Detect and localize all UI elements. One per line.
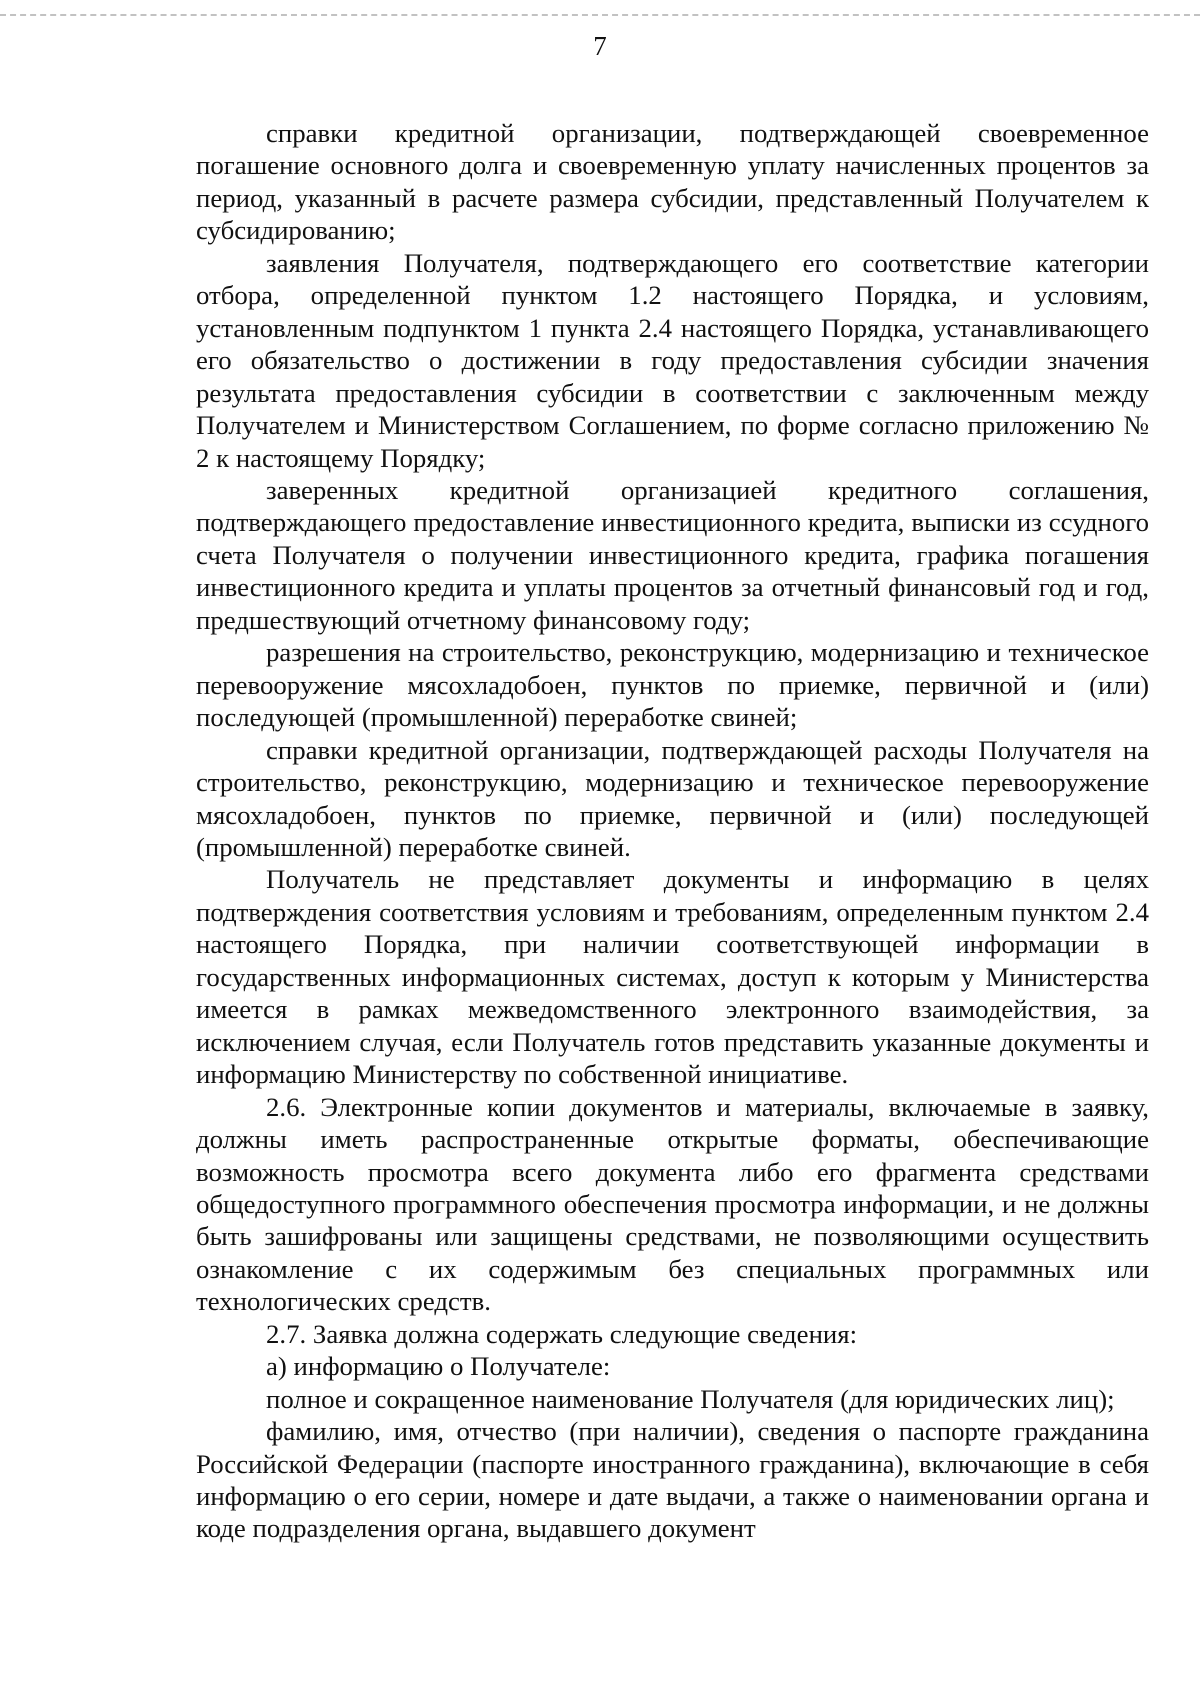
page-number: 7 xyxy=(593,31,607,61)
paragraph-9: а) информацию о Получателе: xyxy=(266,1351,611,1382)
paragraph-1: справки кредитной организации, подтверждающей своевременное погашение основного долга и своевременную уплату начисленных процентов за период, указанный в расчете размера субсидии, представленный Получателем к субсидированию; xyxy=(196,118,1149,246)
paragraph-8: 2.7. Заявка должна содержать следующие сведения: xyxy=(266,1318,858,1349)
paragraph-6: Получатель не представляет документы и информацию в целях подтверждения соответствия условиям и требованиям, определенным пунктом 2.4 настоящего Порядка, при наличии соответствующей информации в государственных информационных системах, доступ к которым у Министерства имеется в рамках межведомственного электронного взаимодействия, за исключением случая, если Получатель готов представить указанные документы и информацию Министерству по собственной инициативе. xyxy=(196,864,1149,1090)
paragraph-3: заверенных кредитной организацией кредитного соглашения, подтверждающего предоставление инвестиционного кредита, выписки из ссудного счета Получателя о получении инвестиционного кредита, графика погашения инвестиционного кредита и уплаты процентов за отчетный финансовый год и год, предшествующий отчетному финансовому году; xyxy=(196,474,1149,635)
paragraph-4: разрешения на строительство, реконструкцию, модернизацию и техническое перевооружение мясохладобоен, пунктов по приемке, первичной и (или) последующей (промышленной) переработке свиней; xyxy=(196,637,1149,733)
paragraph-10: полное и сокращенное наименование Получателя (для юридических лиц); xyxy=(266,1383,1115,1414)
paragraph-11: фамилию, имя, отчество (при наличии), сведения о паспорте гражданина Российской Федерации (паспорте иностранного гражданина), включающие в себя информацию о его серии, номере и дате выдачи, а также о наименовании органа и коде подразделения органа, выдавшего документ xyxy=(196,1416,1149,1544)
paragraph-7: 2.6. Электронные копии документов и материалы, включаемые в заявку, должны иметь распространенные открытые форматы, обеспечивающие возможность просмотра всего документа либо его фрагмента средствами общедоступного программного обеспечения просмотра информации, и не должны быть зашифрованы или защищены средствами, не позволяющими осуществить ознакомление с их содержимым без специальных программных или технологических средств. xyxy=(196,1091,1149,1317)
paragraph-2: заявления Получателя, подтверждающего его соответствие категории отбора, определенной пунктом 1.2 настоящего Порядка, и условиям, установленным подпунктом 1 пункта 2.4 настоящего Порядка, устанавливающего его обязательство о достижении в году предоставления субсидии значения результата предоставления субсидии в соответствии с заключенным между Получателем и Министерством Соглашением, по форме согласно приложению № 2 к настоящему Порядку; xyxy=(196,247,1149,473)
scan-edge-line xyxy=(0,14,1200,16)
document-body xyxy=(196,117,1149,1545)
paragraph-5: справки кредитной организации, подтверждающей расходы Получателя на строительство, реконструкцию, модернизацию и техническое перевооружение мясохладобоен, пунктов по приемке, первичной и (или) последующей (промышленной) переработке свиней. xyxy=(196,734,1149,862)
